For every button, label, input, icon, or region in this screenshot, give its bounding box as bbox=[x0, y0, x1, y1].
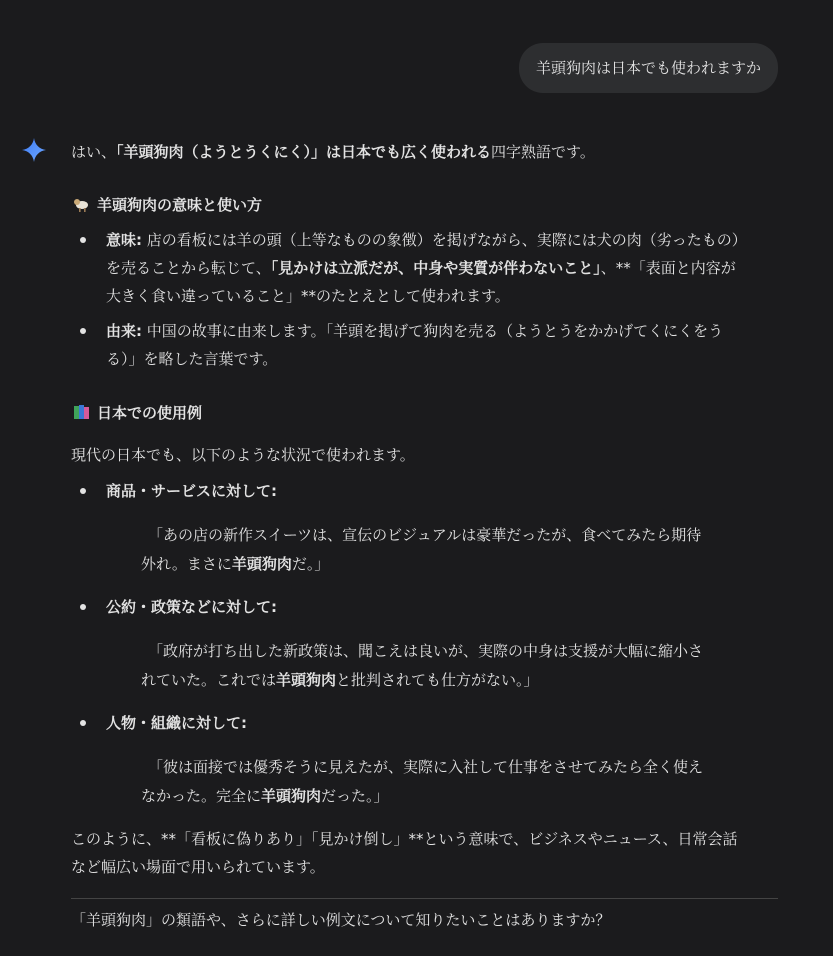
quote-text: だった。」 bbox=[321, 787, 389, 805]
books-icon bbox=[73, 404, 91, 420]
bullet-dot bbox=[80, 604, 86, 610]
summary-line-1 bbox=[71, 825, 737, 853]
meaning-text-1: 店の看板には羊の頭（上等なものの象徴）を掲げながら、実際には犬の肉（劣ったもの） bbox=[142, 231, 747, 249]
bullet-dot bbox=[80, 488, 86, 494]
user-message-text: 羊頭狗肉は日本でも使われますか bbox=[535, 59, 761, 77]
bullet-dot bbox=[80, 237, 86, 243]
meaning-label: 意味: bbox=[106, 231, 142, 249]
usage-item-3-label bbox=[106, 709, 247, 737]
usage-item-2-quote-2 bbox=[141, 666, 539, 694]
intro-pre: はい、 bbox=[71, 143, 117, 161]
usage-lead bbox=[71, 441, 415, 469]
usage-item-2-label bbox=[106, 593, 277, 621]
quote-text: 「政府が打ち出した新政策は、聞こえは良いが、実際の中身は支援が大幅に縮小さ bbox=[148, 642, 704, 660]
meaning-text-2c: 、**「表面と内容が bbox=[600, 259, 736, 277]
meaning-line-3 bbox=[106, 282, 510, 310]
meaning-text-2b: 「見かけは立派だが、中身や実質が伴わないこと」 bbox=[270, 259, 601, 277]
divider bbox=[71, 898, 778, 899]
user-message-bubble bbox=[519, 43, 778, 93]
origin-text-1: 中国の故事に由来します。「羊頭を掲げて狗肉を売る（ようとうをかかげてくにくをう bbox=[142, 322, 724, 340]
summary-text-1: このように、**「看板に偽りあり」「見かけ倒し」**という意味で、ビジネスやニュース、日常会話 bbox=[71, 830, 738, 848]
usage-item-label: 商品・サービスに対して: bbox=[106, 482, 277, 500]
summary-line-2 bbox=[71, 853, 325, 881]
bullet-dot bbox=[80, 720, 86, 726]
gemini-spark-icon bbox=[22, 138, 46, 162]
section-heading-meaning bbox=[73, 191, 262, 219]
intro-bold: 「羊頭狗肉（ようとうくにく）」は日本でも広く使われる bbox=[116, 143, 492, 161]
usage-item-1-label bbox=[106, 477, 277, 505]
intro-post: 四字熟語です。 bbox=[491, 143, 595, 161]
meaning-line-1 bbox=[106, 226, 747, 254]
meaning-text-3: 大きく食い違っていること」**のたとえとして使われます。 bbox=[106, 287, 510, 305]
quote-text: なかった。完全に bbox=[141, 787, 262, 805]
quote-text: れていた。これでは bbox=[141, 671, 277, 689]
usage-item-label: 公約・政策などに対して: bbox=[106, 598, 277, 616]
summary-text-2: など幅広い場面で用いられています。 bbox=[71, 858, 325, 876]
bullet-dot bbox=[80, 328, 86, 334]
quote-text: 「あの店の新作スイーツは、宣伝のビジュアルは豪華だったが、食べてみたら期待 bbox=[148, 526, 702, 544]
ram-icon bbox=[73, 196, 91, 212]
quote-text: 外れ。まさに bbox=[141, 555, 232, 573]
section1-title: 羊頭狗肉の意味と使い方 bbox=[97, 196, 263, 214]
section-heading-usage bbox=[73, 399, 202, 427]
usage-item-3-quote-2 bbox=[141, 782, 389, 810]
usage-item-label: 人物・組織に対して: bbox=[106, 714, 247, 732]
usage-item-1-quote-1 bbox=[148, 521, 701, 549]
quote-bold: 羊頭狗肉 bbox=[231, 555, 292, 573]
quote-text: と批判されても仕方がない。」 bbox=[336, 671, 539, 689]
quote-bold: 羊頭狗肉 bbox=[276, 671, 337, 689]
usage-item-2-quote-1 bbox=[148, 637, 703, 665]
usage-item-3-quote-1 bbox=[148, 753, 703, 781]
quote-text: だ。」 bbox=[291, 555, 330, 573]
meaning-text-2a: を売ることから転じて、 bbox=[106, 259, 271, 277]
followup-question bbox=[71, 906, 610, 934]
quote-text: 「彼は面接では優秀そうに見えたが、実際に入社して仕事をさせてみたら全く使え bbox=[148, 758, 704, 776]
origin-label: 由来: bbox=[106, 322, 142, 340]
origin-text-2: る）」を略した言葉です。 bbox=[106, 350, 278, 368]
quote-bold: 羊頭狗肉 bbox=[261, 787, 322, 805]
section2-title: 日本での使用例 bbox=[97, 404, 203, 422]
response-intro bbox=[71, 138, 595, 166]
followup-text: 「羊頭狗肉」の類語や、さらに詳しい例文について知りたいことはありますか？ bbox=[71, 911, 611, 929]
origin-line-2 bbox=[106, 345, 277, 373]
origin-line-1 bbox=[106, 317, 723, 345]
usage-item-1-quote-2 bbox=[141, 550, 329, 578]
meaning-line-2 bbox=[106, 254, 736, 282]
usage-lead-text: 現代の日本でも、以下のような状況で使われます。 bbox=[71, 446, 415, 464]
